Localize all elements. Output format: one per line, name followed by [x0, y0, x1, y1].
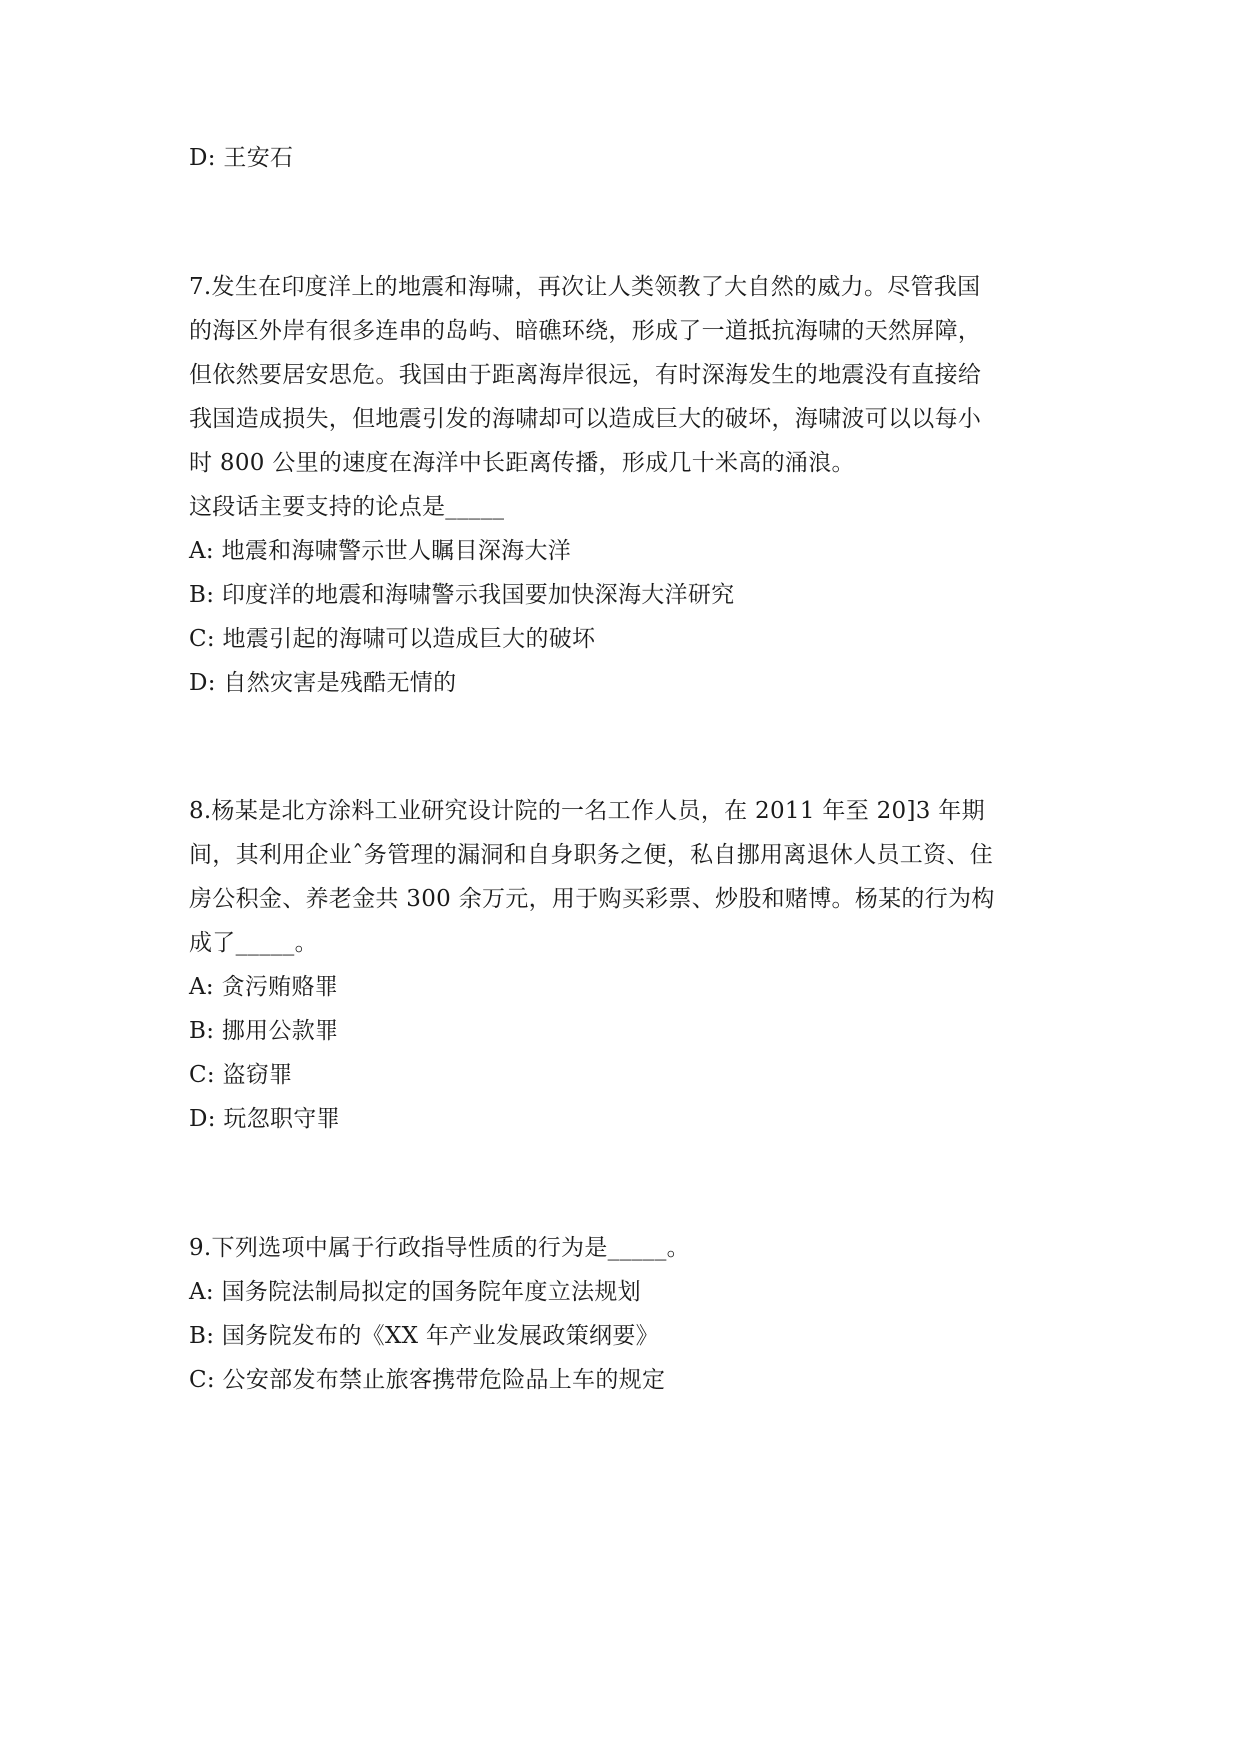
q8-option-c: C: 盗窃罪 [189, 1062, 293, 1088]
q8-stem-line-2: 间，其利用企业ˆ务管理的漏洞和自身职务之便，私自挪用离退休人员工资、住 [189, 842, 993, 868]
q9-option-b: B: 国务院发布的《XX 年产业发展政策纲要》 [189, 1323, 659, 1349]
q8-stem-line-4: 成了_____。 [189, 930, 318, 956]
q7-option-d: D: 自然灾害是残酷无情的 [189, 670, 457, 696]
q7-stem-line-5: 时 800 公里的速度在海洋中长距离传播，形成几十米高的涌浪。 [189, 450, 855, 476]
q7-option-b: B: 印度洋的地震和海啸警示我国要加快深海大洋研究 [189, 582, 735, 608]
q6-option-d: D: 王安石 [189, 145, 294, 171]
q7-stem-line-2: 的海区外岸有很多连串的岛屿、暗礁环绕，形成了一道抵抗海啸的天然屏障， [189, 318, 982, 344]
q8-option-b: B: 挪用公款罪 [189, 1018, 339, 1044]
q7-stem-line-3: 但依然要居安思危。我国由于距离海岸很远，有时深海发生的地震没有直接给 [189, 362, 982, 388]
q7-option-c: C: 地震引起的海啸可以造成巨大的破坏 [189, 626, 596, 652]
q9-option-a: A: 国务院法制局拟定的国务院年度立法规划 [189, 1279, 641, 1305]
q8-stem-line-1: 8.杨某是北方涂料工业研究设计院的一名工作人员，在 2011 年至 20]3 年期 [189, 798, 985, 824]
q7-option-a: A: 地震和海啸警示世人瞩目深海大洋 [189, 538, 572, 564]
q8-option-a: A: 贪污贿赂罪 [189, 974, 339, 1000]
q9-stem-line-1: 9.下列选项中属于行政指导性质的行为是_____。 [189, 1235, 690, 1261]
q7-stem-line-4: 我国造成损失，但地震引发的海啸却可以造成巨大的破坏，海啸波可以以每小 [189, 406, 982, 432]
q9-option-c: C: 公安部发布禁止旅客携带危险品上车的规定 [189, 1367, 666, 1393]
q8-stem-line-3: 房公积金、养老金共 300 余万元，用于购买彩票、炒股和赌博。杨某的行为构 [189, 886, 995, 912]
q7-stem-line-1: 7.发生在印度洋上的地震和海啸，再次让人类领教了大自然的威力。尽管我国 [189, 274, 981, 300]
q7-question-prompt: 这段话主要支持的论点是_____ [189, 494, 505, 520]
q8-option-d: D: 玩忽职守罪 [189, 1106, 340, 1132]
